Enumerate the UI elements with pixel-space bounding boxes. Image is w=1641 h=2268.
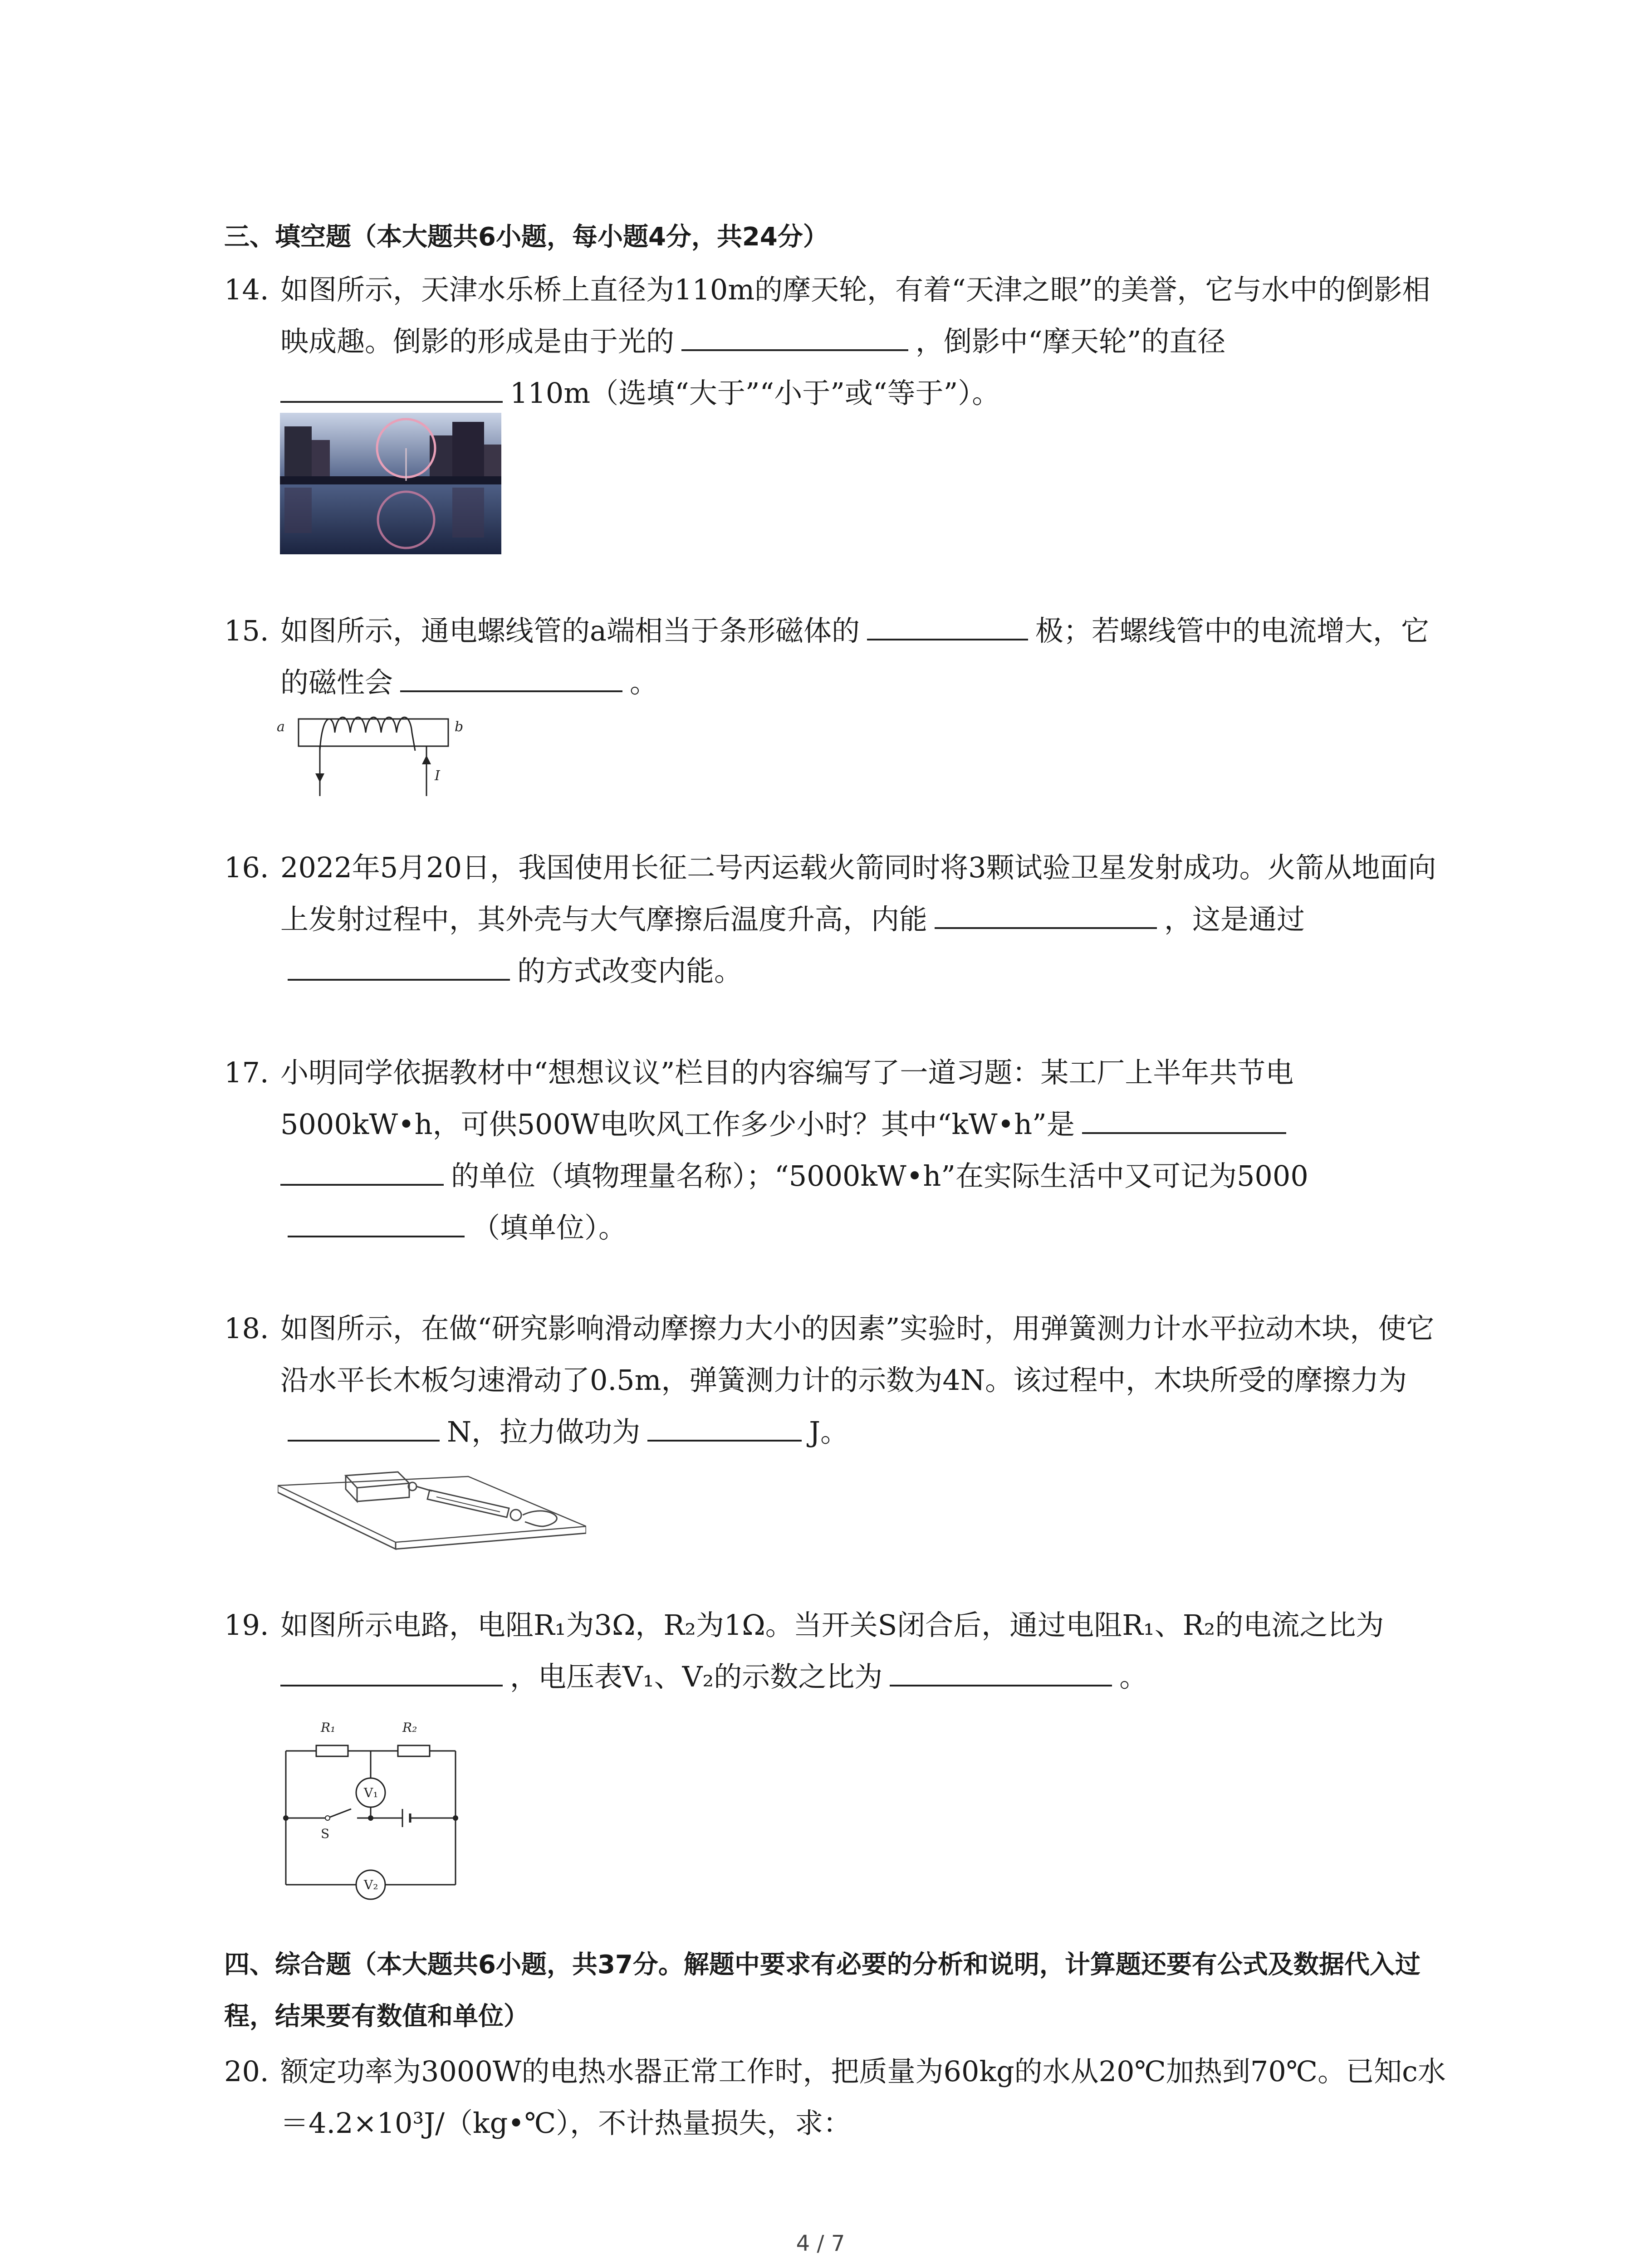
v2-label: V₂ [364, 1877, 378, 1892]
question-text: 小明同学依据教材中“想想议议”栏目的内容编写了一道习题：某工厂上半年共节电5000kW•h，可供500W电吹风工作多少小时？其中“kW•h”是 [280, 1056, 1294, 1141]
question-text: 如图所示，在做“研究影响滑动摩擦力大小的因素”实验时，用弹簧测力计水平拉动木块，使它沿水平长木板匀速滑动了0.5m，弹簧测力计的示数为4N。该过程中，木块所受的摩擦力为 [280, 1312, 1435, 1397]
answer-blank[interactable] [681, 318, 908, 351]
answer-blank[interactable] [1082, 1100, 1286, 1134]
question-number: 20. [224, 2055, 269, 2088]
section-heading-comprehensive: 四、综合题（本大题共6小题，共37分。解题中要求有必要的分析和说明，计算题还要有公式及数据代入过程，结果要有数值和单位） [224, 1950, 1421, 2031]
question-text: 110m（选填“大于”“小于”或“等于”）。 [510, 376, 1000, 410]
question-text: （填单位）。 [472, 1211, 627, 1244]
v1-label: V₁ [364, 1785, 378, 1800]
question-19 [224, 1599, 1454, 1703]
question-18 [224, 1303, 1454, 1458]
question-text: 的方式改变内能。 [517, 954, 743, 987]
ferris-wheel-photo [280, 413, 501, 554]
question-number: 14. [224, 273, 269, 306]
answer-blank[interactable] [288, 1204, 465, 1237]
section-heading-fill-in: 三、填空题（本大题共6小题，每小题4分，共24分） [224, 222, 828, 252]
question-20 [224, 2046, 1454, 2149]
question-text: 的单位（填物理量名称）；“5000kW•h”在实际生活中又可记为5000 [451, 1159, 1308, 1193]
question-17 [224, 1047, 1454, 1254]
answer-blank[interactable] [288, 947, 510, 981]
question-15 [224, 605, 1454, 709]
answer-blank[interactable] [288, 1408, 440, 1442]
question-number: 15. [224, 614, 269, 647]
circuit-diagram [278, 1719, 468, 1901]
r2-label: R₂ [402, 1720, 417, 1735]
page-number: 4 / 7 [796, 2231, 845, 2256]
answer-blank[interactable] [280, 1653, 503, 1686]
solenoid-diagram [277, 708, 467, 798]
question-text: 极；若螺线管中的电流增大，它的磁性会 [280, 614, 1429, 699]
question-text: J。 [809, 1415, 849, 1448]
answer-blank[interactable] [280, 369, 503, 403]
question-text: 。 [1119, 1660, 1148, 1693]
current-label: I [435, 768, 440, 784]
question-number: 16. [224, 851, 269, 884]
question-text: 如图所示，通电螺线管的a端相当于条形磁体的 [280, 614, 860, 647]
r1-label: R₁ [321, 1720, 336, 1735]
question-16 [224, 842, 1454, 997]
answer-blank[interactable] [647, 1408, 802, 1442]
solenoid-end-a-label: a [277, 719, 285, 735]
question-number: 19. [224, 1608, 269, 1642]
question-14 [224, 264, 1454, 419]
question-text: ，电压表V₁、V₂的示数之比为 [510, 1660, 883, 1693]
question-text: 。 [630, 666, 658, 699]
question-text: 额定功率为3000W的电热水器正常工作时，把质量为60kg的水从20℃加热到70℃。已知c水＝4.2×10³J/（kg•℃），不计热量损失，求： [280, 2055, 1446, 2140]
question-text: ，这是通过 [1164, 903, 1305, 936]
question-text: 如图所示，天津水乐桥上直径为110m的摩天轮，有着“天津之眼”的美誉，它与水中的倒影相映成趣。倒影的形成是由于光的 [280, 273, 1430, 358]
answer-blank[interactable] [280, 1152, 444, 1186]
question-text: 如图所示电路，电阻R₁为3Ω，R₂为1Ω。当开关S闭合后，通过电阻R₁、R₂的电流之比为 [280, 1608, 1384, 1642]
question-number: 18. [224, 1312, 269, 1345]
question-text: 2022年5月20日，我国使用长征二号丙运载火箭同时将3颗试验卫星发射成功。火箭从地面向上发射过程中，其外壳与大气摩擦后温度升高，内能 [280, 851, 1436, 936]
friction-experiment-figure [278, 1458, 586, 1558]
answer-blank[interactable] [400, 659, 622, 692]
switch-label: S [321, 1826, 330, 1841]
question-number: 17. [224, 1056, 269, 1089]
question-text: N，拉力做功为 [447, 1415, 641, 1448]
answer-blank[interactable] [867, 607, 1028, 640]
solenoid-end-b-label: b [455, 719, 464, 735]
answer-blank[interactable] [935, 895, 1157, 929]
answer-blank[interactable] [890, 1653, 1112, 1686]
question-text: ，倒影中“摩天轮”的直径 [916, 325, 1226, 358]
